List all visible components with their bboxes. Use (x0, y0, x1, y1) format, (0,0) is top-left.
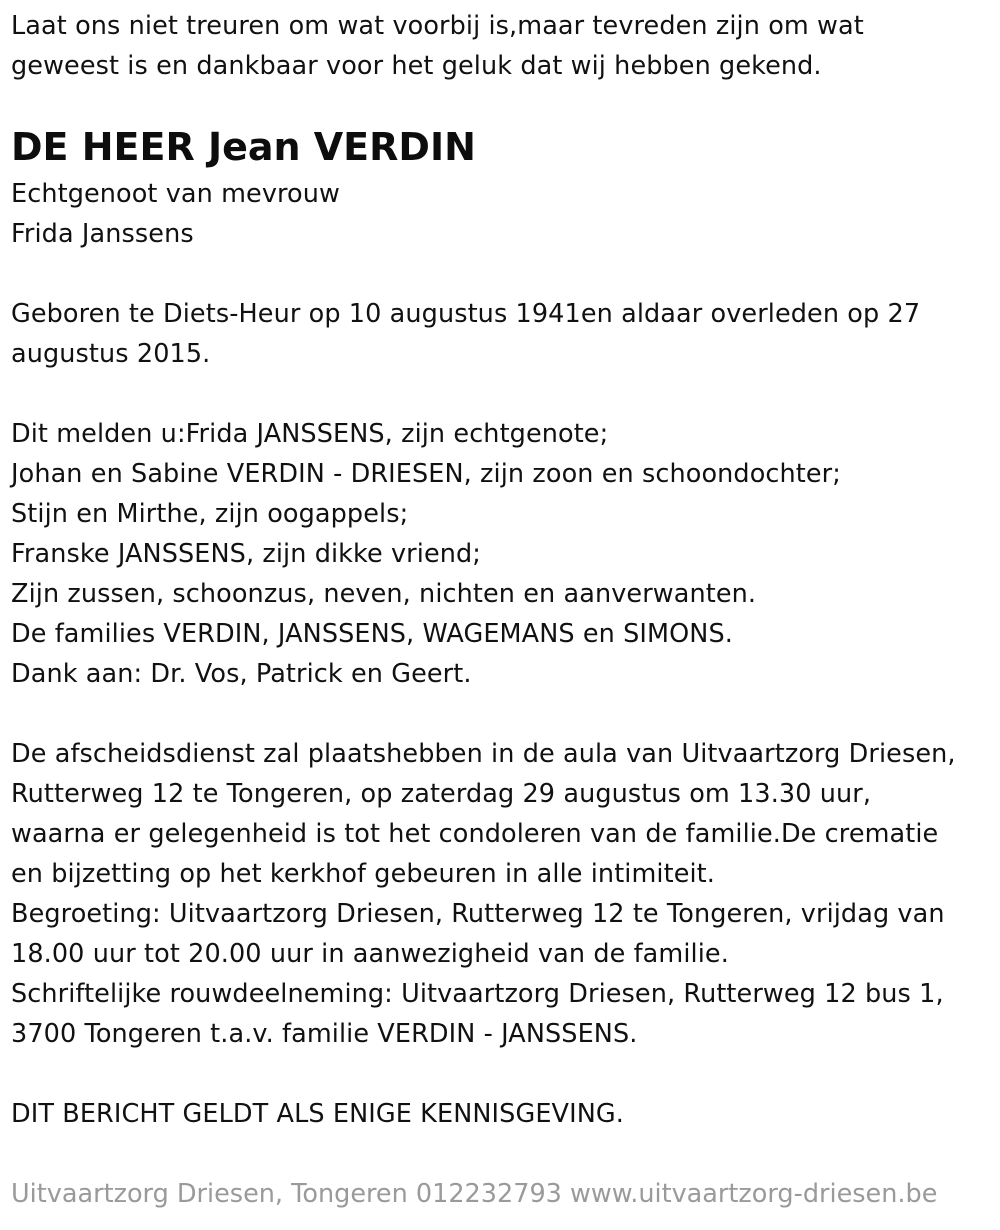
family-line: De families VERDIN, JANSSENS, WAGEMANS en SIMONS. (11, 619, 733, 649)
family-line: Johan en Sabine VERDIN - DRIESEN, zijn zoon en schoondochter; (11, 459, 841, 489)
service-line: 3700 Tongeren t.a.v. familie VERDIN - JANSSENS. (11, 1019, 638, 1049)
funeral-home-footer: Uitvaartzorg Driesen, Tongeren 012232793 www.uitvaartzorg-driesen.be (11, 1179, 938, 1209)
service-line: Rutterweg 12 te Tongeren, op zaterdag 29 augustus om 13.30 uur, (11, 779, 872, 809)
notice-section (11, 1094, 624, 1134)
notice-line: DIT BERICHT GELDT ALS ENIGE KENNISGEVING. (11, 1099, 624, 1129)
service-line: waarna er gelegenheid is tot het condoleren van de familie.De crematie (11, 819, 939, 849)
family-section (11, 414, 841, 694)
service-line: De afscheidsdienst zal plaatshebben in de aula van Uitvaartzorg Driesen, (11, 739, 956, 769)
service-line: Begroeting: Uitvaartzorg Driesen, Rutterweg 12 te Tongeren, vrijdag van (11, 899, 945, 929)
service-line: 18.00 uur tot 20.00 uur in aanwezigheid van de familie. (11, 939, 729, 969)
spouse-section (11, 174, 340, 254)
family-line: Dit melden u:Frida JANSSENS, zijn echtgenote; (11, 419, 609, 449)
birth-death-line: Geboren te Diets-Heur op 10 augustus 1941en aldaar overleden op 27 (11, 299, 921, 329)
quote-line: geweest is en dankbaar voor het geluk dat wij hebben gekend. (11, 51, 822, 81)
family-line: Franske JANSSENS, zijn dikke vriend; (11, 539, 481, 569)
service-line: en bijzetting op het kerkhof gebeuren in alle intimiteit. (11, 859, 715, 889)
opening-quote (11, 6, 864, 86)
deceased-name: DE HEER Jean VERDIN (11, 125, 476, 169)
family-line: Stijn en Mirthe, zijn oogappels; (11, 499, 409, 529)
birth-death-section (11, 294, 920, 374)
birth-death-line: augustus 2015. (11, 339, 211, 369)
service-section (11, 734, 956, 1054)
family-line: Zijn zussen, schoonzus, neven, nichten en aanverwanten. (11, 579, 757, 609)
quote-line: Laat ons niet treuren om wat voorbij is,maar tevreden zijn om wat (11, 11, 864, 41)
service-line: Schriftelijke rouwdeelneming: Uitvaartzorg Driesen, Rutterweg 12 bus 1, (11, 979, 944, 1009)
spouse-line: Echtgenoot van mevrouw (11, 179, 340, 209)
family-line: Dank aan: Dr. Vos, Patrick en Geert. (11, 659, 472, 689)
spouse-line: Frida Janssens (11, 219, 194, 249)
